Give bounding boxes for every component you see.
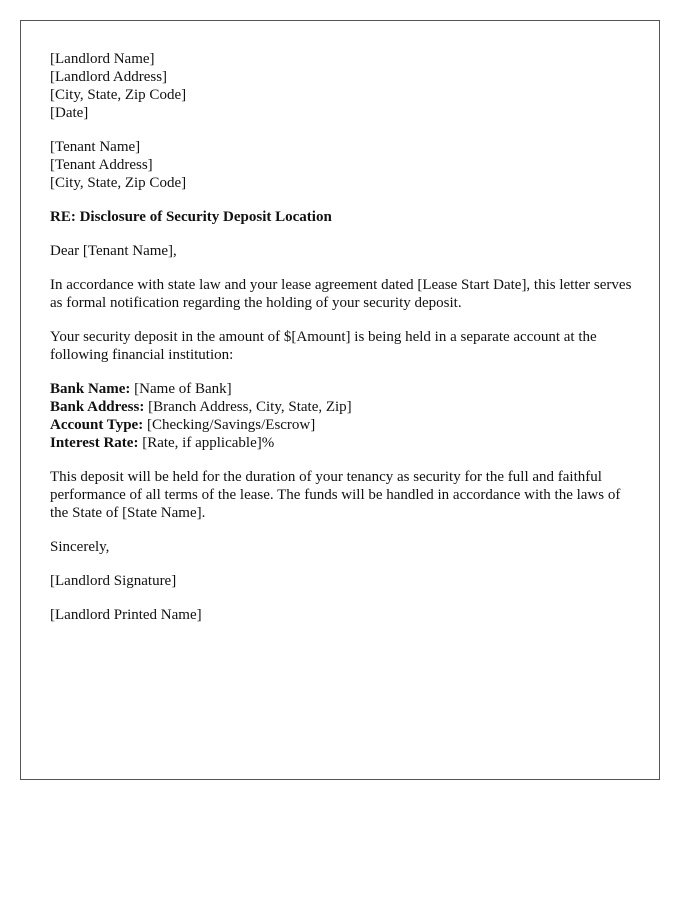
bank-detail-row bbox=[50, 398, 640, 416]
interest-rate-label: Interest Rate: bbox=[50, 435, 139, 451]
bank-name-value: [Name of Bank] bbox=[134, 381, 232, 397]
bank-address-value: [Branch Address, City, State, Zip] bbox=[148, 399, 352, 415]
interest-rate-value: [Rate, if applicable]% bbox=[142, 435, 275, 451]
bank-detail-row bbox=[50, 434, 640, 452]
deposit-paragraph: Your security deposit in the amount of $[Amount] is being held in a separate account at the following financial institution: bbox=[50, 329, 597, 363]
bank-detail-row bbox=[50, 380, 640, 398]
recipient-city-state-zip: [City, State, Zip Code] bbox=[50, 175, 187, 191]
bank-address-label: Bank Address: bbox=[50, 399, 145, 415]
printed-name: [Landlord Printed Name] bbox=[50, 607, 202, 623]
letter-page bbox=[20, 20, 660, 780]
signature-placeholder: [Landlord Signature] bbox=[50, 573, 177, 589]
bank-detail-row bbox=[50, 416, 640, 434]
sender-block bbox=[50, 50, 640, 122]
sender-address: [Landlord Address] bbox=[50, 69, 168, 85]
recipient-address: [Tenant Address] bbox=[50, 157, 153, 173]
salutation: Dear [Tenant Name], bbox=[50, 243, 177, 259]
intro-paragraph: In accordance with state law and your lease agreement dated [Lease Start Date], this letter serves as formal notification regarding the holding of your security deposit. bbox=[50, 277, 632, 311]
closing-paragraph: This deposit will be held for the duration of your tenancy as security for the full and faithful performance of all terms of the lease. The funds will be handled in accordance with the laws of the State of [State Name]. bbox=[50, 469, 621, 521]
recipient-block bbox=[50, 138, 640, 192]
bank-details bbox=[50, 380, 640, 452]
sender-city-state-zip: [City, State, Zip Code] bbox=[50, 87, 187, 103]
account-type-label: Account Type: bbox=[50, 417, 144, 433]
letter-date: [Date] bbox=[50, 105, 89, 121]
letter-content bbox=[50, 50, 640, 640]
bank-name-label: Bank Name: bbox=[50, 381, 131, 397]
sender-name: [Landlord Name] bbox=[50, 51, 155, 67]
complimentary-close: Sincerely, bbox=[50, 539, 110, 555]
account-type-value: [Checking/Savings/Escrow] bbox=[146, 417, 316, 433]
subject-line: RE: Disclosure of Security Deposit Location bbox=[50, 209, 332, 225]
recipient-name: [Tenant Name] bbox=[50, 139, 141, 155]
